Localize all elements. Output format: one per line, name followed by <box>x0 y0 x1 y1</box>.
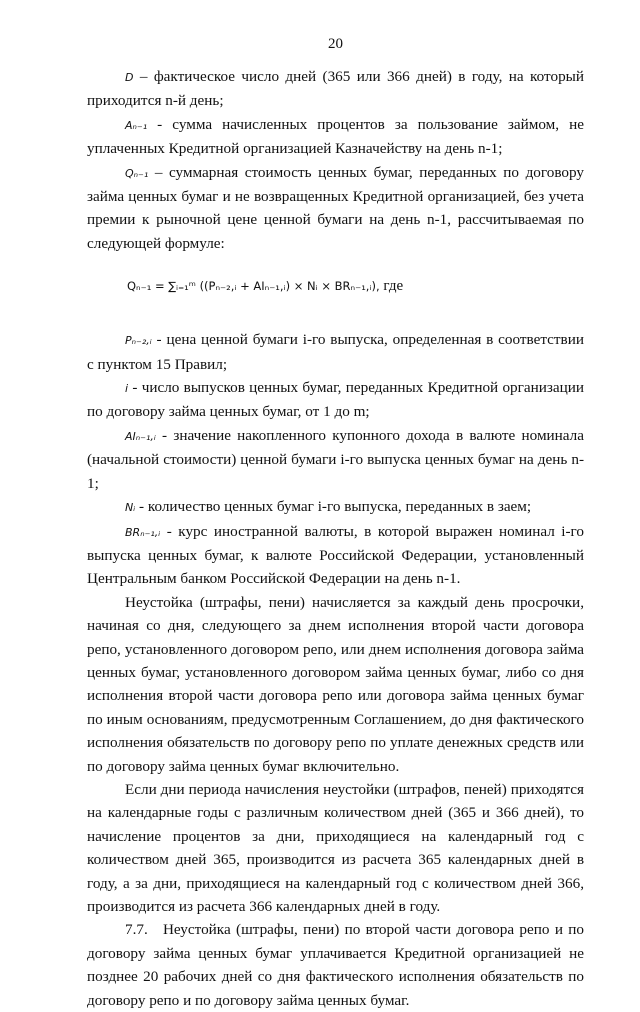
formula-expression: Qₙ₋₁ = ∑ᵢ₌₁ᵐ ((Pₙ₋₂,ᵢ + AIₙ₋₁,ᵢ) × Nᵢ × BRₙ₋₁,ᵢ), <box>127 279 380 294</box>
definition-p <box>87 328 584 376</box>
definition-br <box>87 520 584 591</box>
definition-q <box>87 161 584 256</box>
page-number: 20 <box>328 36 343 52</box>
symbol-ai: AIₙ₋₁,ᵢ <box>125 429 156 443</box>
definition-ai <box>87 424 584 495</box>
definition-q-text: – суммарная стоимость ценных бумаг, переданных по договору займа ценных бумаг и не возвращенных Кредитной организацией, без учета премии к рыночной цене ценной бумаги на день n-1, рассчитываемая по следующей формуле: <box>87 163 584 252</box>
paragraph-penalty-accrual: Неустойка (штрафы, пени) начисляется за каждый день просрочки, начиная со дня, следующего за днем исполнения второй части договора репо, установленного договором репо, или днем исполнения договора займа ценных бумаг, установленного договором займа ценных бумаг, либо со дня исполнения второй части договора репо или договора займа ценных бумаг по иным основаниям, предусмотренным Соглашением, до дня фактического исполнения обязательств по договору репо по уплате денежных средств или по договору займа ценных бумаг включительно. <box>87 593 584 775</box>
definition-ai-text: - значение накопленного купонного дохода в валюте номинала (начальной стоимости) ценной бумаги i-го выпуска ценных бумаг на день n-1; <box>87 426 584 492</box>
symbol-a: Aₙ₋₁ <box>125 118 148 132</box>
symbol-q: Qₙ₋₁ <box>125 166 149 180</box>
definition-d-text: – фактическое число дней (365 или 366 дней) в году, на который приходится n-й день; <box>87 68 584 110</box>
definition-n <box>87 495 584 519</box>
definition-i <box>87 376 584 424</box>
symbol-d: D <box>125 71 134 84</box>
definition-i-text: - число выпусков ценных бумаг, переданных Кредитной организации по договору займа ценных бумаг, от 1 до m; <box>87 379 584 421</box>
paragraph-7-7: 7.7. Неустойка (штрафы, пени) по второй части договора репо и по договору займа ценных бумаг уплачивается Кредитной организацией не позднее 20 рабочих дней со дня фактического исполнения обязательств по договору репо и по договору займа ценных бумаг. <box>87 921 584 1009</box>
definition-p-text: - цена ценной бумаги i-го выпуска, определенная в соответствии с пунктом 15 Правил; <box>87 331 584 373</box>
symbol-i: i <box>125 382 129 396</box>
symbol-br: BRₙ₋₁,ᵢ <box>125 525 161 539</box>
definition-a <box>87 113 584 161</box>
formula-tail: где <box>379 278 404 295</box>
formula <box>127 275 584 298</box>
definition-d <box>87 65 584 113</box>
definition-a-text: - сумма начисленных процентов за пользование займом, не уплаченных Кредитной организацией Казначейству на день n-1; <box>87 115 584 158</box>
symbol-p: Pₙ₋₂,ᵢ <box>125 334 152 348</box>
symbol-n: Nᵢ <box>125 501 136 515</box>
paragraph-calendar-years: Если дни периода начисления неустойки (штрафов, пеней) приходятся на календарные годы с различным количеством дней (365 и 366 дней), то начисление процентов за дни, приходящиеся на календарный год с количеством дней 365, производится из расчета 365 календарных дней в году, а за дни, приходящиеся на календарный год с количеством дней 366, производится из расчета 366 календарных дней в году. <box>87 780 584 915</box>
definition-n-text: - количество ценных бумаг i-го выпуска, переданных в заем; <box>135 498 532 516</box>
definition-br-text: - курс иностранной валюты, в которой выражен номинал i-го выпуска ценных бумаг, к валюте Российской Федерации, установленный Центральным банком Российской Федерации на день n-1. <box>87 522 584 588</box>
